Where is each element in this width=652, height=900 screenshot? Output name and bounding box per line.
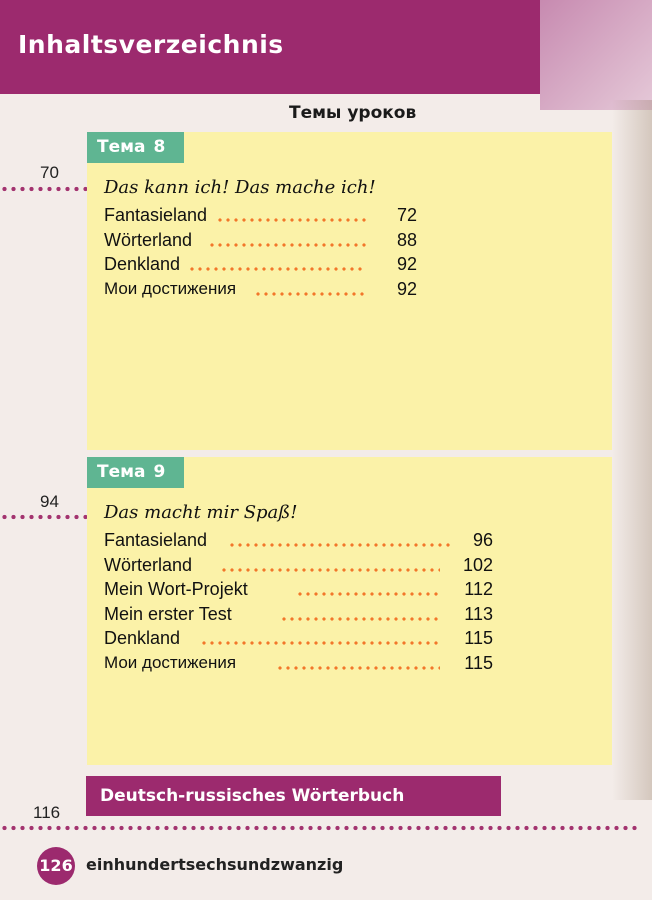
entry-page: 72 (396, 205, 417, 225)
entry-page: 96 (472, 530, 493, 550)
leader-dots (208, 243, 366, 247)
entry-page: 112 (464, 579, 493, 599)
theme-word: Тема (97, 137, 146, 157)
entry-page: 102 (462, 554, 493, 575)
entry-label: Wörterland (104, 554, 193, 575)
entry-label: Denkland (104, 628, 181, 648)
section-heading: Темы уроков (289, 103, 417, 123)
unit-panel (87, 457, 612, 765)
entry-label: Denkland (104, 254, 181, 274)
dotted-rule (0, 514, 92, 520)
unit-subtitle: Das kann ich! Das mache ich! (104, 177, 376, 198)
unit-start-page: 94 (40, 492, 59, 511)
entry-page: 113 (464, 603, 493, 624)
entry-label: Fantasieland (104, 205, 208, 225)
theme-badge (87, 132, 184, 163)
dictionary-start-page: 116 (33, 803, 61, 822)
entry-page: 115 (464, 652, 493, 673)
theme-number: 9 (153, 462, 166, 482)
leader-dots (254, 292, 366, 296)
theme-badge (87, 457, 184, 488)
unit-start-page: 70 (40, 163, 59, 182)
theme-word: Тема (97, 462, 146, 482)
entry-label: Mein Wort-Projekt (104, 579, 248, 599)
leader-dots (296, 592, 440, 596)
page-number-word: einhundertsechsundzwanzig (86, 855, 344, 874)
entry-page: 115 (464, 628, 493, 648)
theme-number: 8 (153, 137, 166, 157)
entry-label: Мои достижения (104, 652, 237, 672)
entry-page: 92 (396, 254, 417, 274)
page-title: Inhaltsverzeichnis (18, 30, 284, 59)
gutter-shadow (612, 100, 652, 800)
entry-label: Мои достижения (104, 278, 237, 298)
header-decoration (540, 0, 652, 110)
leader-dots (220, 568, 440, 572)
entry-label: Wörterland (104, 229, 193, 250)
leader-dots (228, 543, 453, 547)
entry-page: 92 (396, 278, 417, 299)
entry-page: 88 (396, 229, 417, 250)
page-number-badge: 126 (37, 847, 75, 885)
unit-panel (87, 132, 612, 450)
unit-subtitle: Das macht mir Spaß! (104, 502, 298, 523)
leader-dots (188, 267, 366, 271)
entry-label: Mein erster Test (104, 603, 232, 624)
leader-dots (200, 641, 440, 645)
leader-dots (280, 617, 440, 621)
dotted-rule (0, 186, 92, 192)
dictionary-bar[interactable]: Deutsch-russisches Wörterbuch (86, 776, 501, 816)
dotted-rule (0, 825, 640, 831)
leader-dots (276, 666, 440, 670)
entry-label: Fantasieland (104, 530, 208, 550)
leader-dots (216, 218, 366, 222)
